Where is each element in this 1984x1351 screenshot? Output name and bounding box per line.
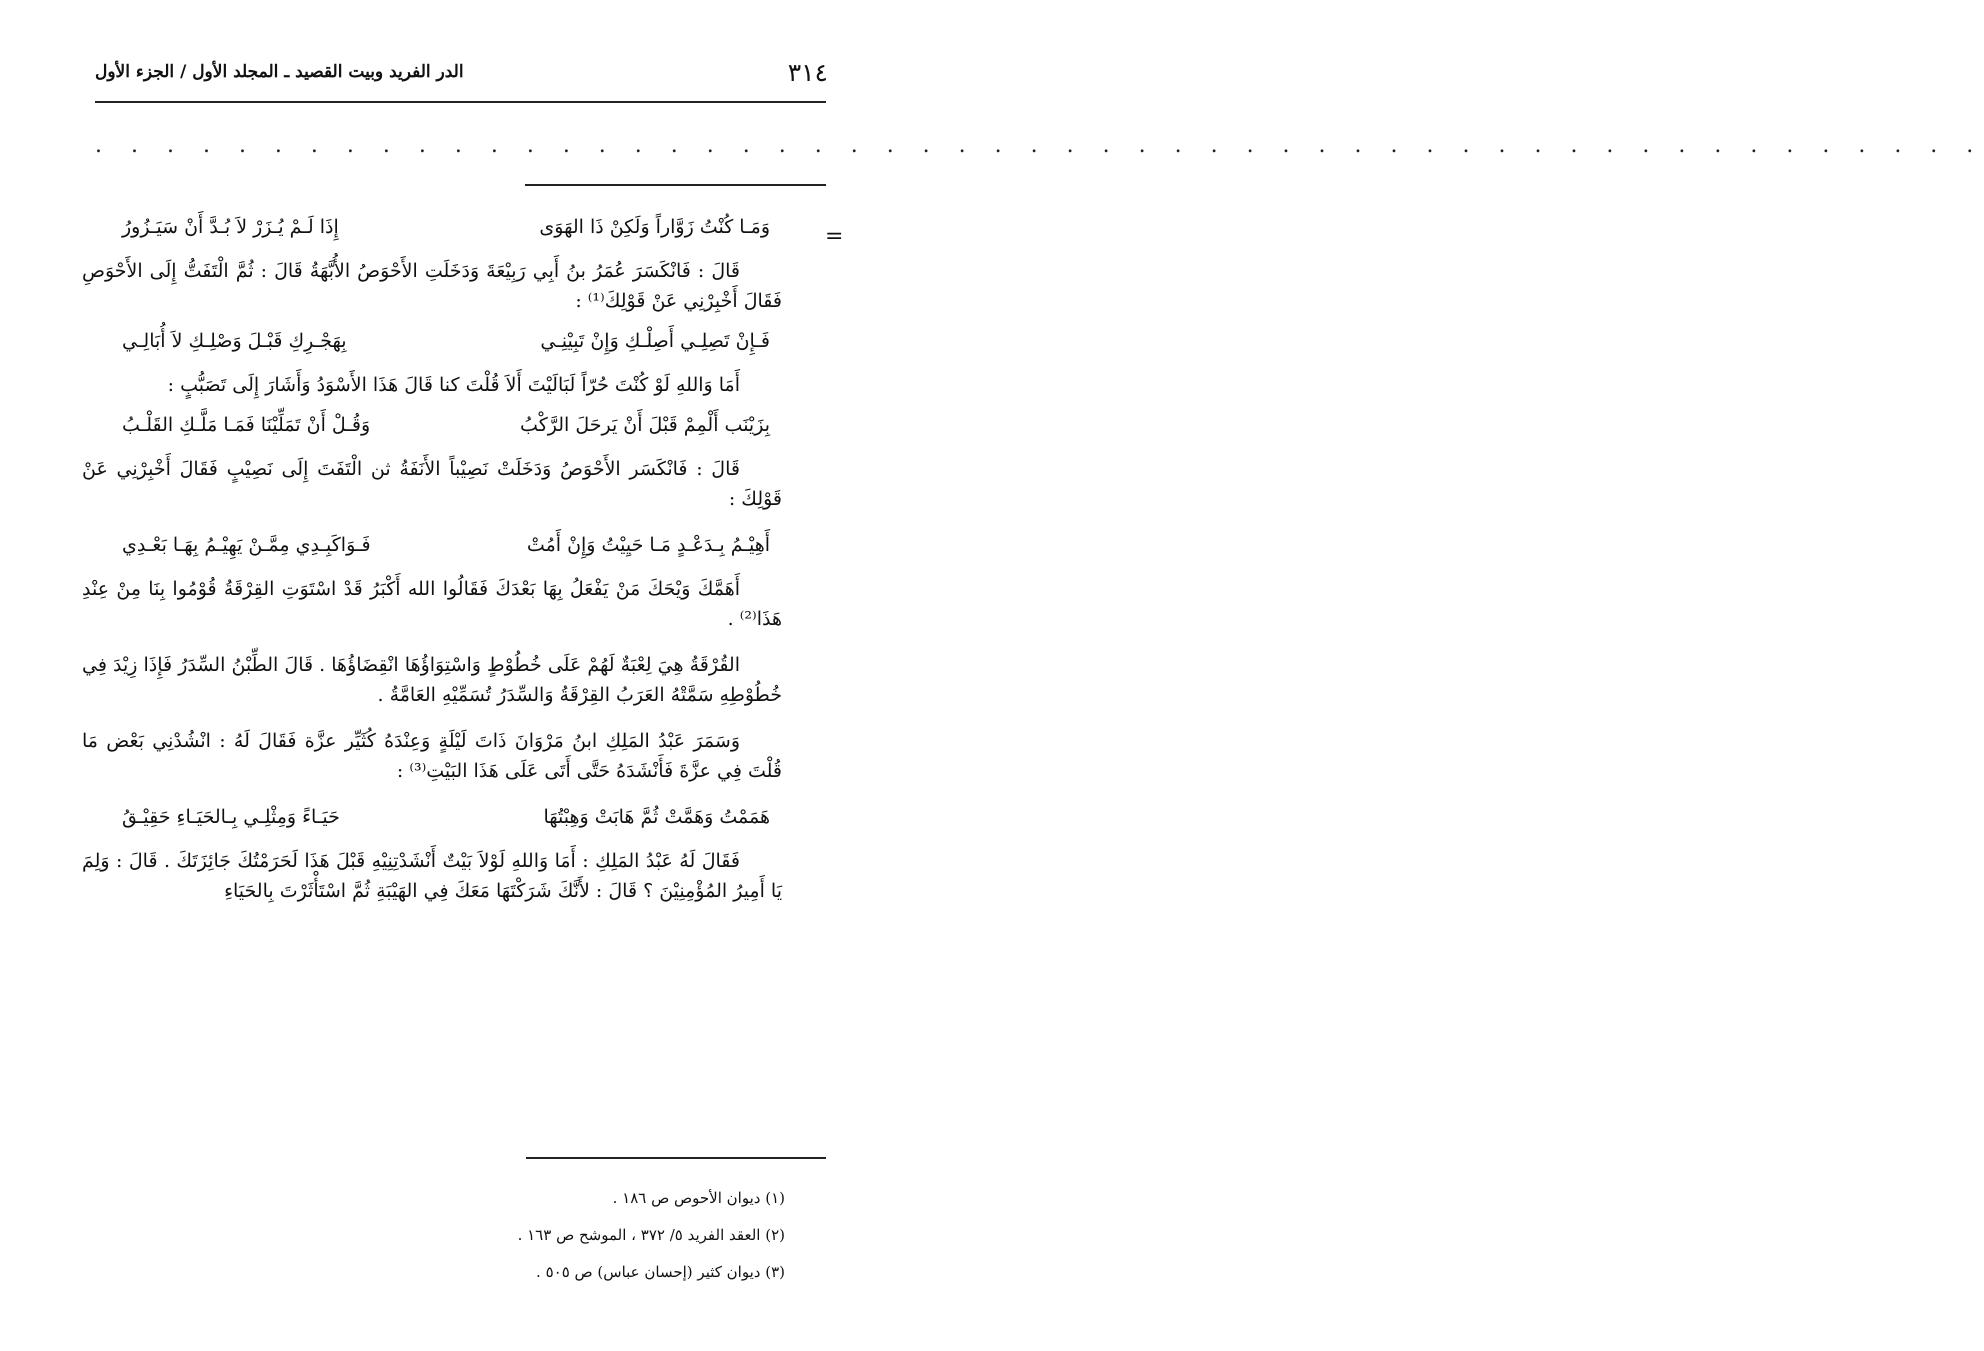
continuation-mark: =: [825, 224, 844, 249]
footnote: (١) ديوان الأحوص ص ١٨٦ .: [612, 1189, 785, 1207]
verse-line: [122, 802, 770, 832]
section-rule: [525, 184, 826, 186]
verse-first-hemistich: بِزَيْنَب أَلْمِمْ قَبْلَ أَنْ يَرحَلَ الرَّكْبُ: [520, 414, 770, 436]
verse-line: [122, 212, 770, 242]
footnote-rule: [526, 1157, 826, 1159]
footnote: (٣) ديوان كثير (إحسان عباس) ص ٥٠٥ .: [536, 1263, 785, 1281]
running-title: الدر الفريد وبيت القصيد ـ المجلد الأول / الجزء الأول: [95, 62, 464, 82]
paragraph: قَالَ : فَانْكَسَر الأَحْوَصُ وَدَخَلَتْ نَصِيْباً الأَنَفَةُ ثن الْتَفَتَ إِلَى نَصِيْبٍ فَقَالَ أَخْبِرْنِي عَنْ قَوْلِكَ :: [82, 458, 782, 510]
paragraph: أَهَمَّكَ وَيْحَكَ مَنْ يَفْعَلُ بِهَا بَعْدَكَ فَقَالُوا الله أَكْبَرُ قَدْ اسْتَوَتِ القِرْقَةُ قُوْمُوا بِنَا مِنْ عِنْدِ هَذَا⁽²⁾ .: [82, 578, 782, 630]
verse-second-hemistich: حَيَـاءً وَمِثْلِـي بِـالحَيَـاءِ حَقِيْـقُ: [122, 806, 340, 828]
main-text: [82, 212, 782, 922]
footnotes: [95, 1180, 785, 1291]
paragraph: فَقَالَ لَهُ عَبْدُ المَلِكِ : أَمَا وَاللهِ لَوْلاَ بَيْتٌ أَنْشَدْتِنِيْهِ قَبْلَ هَذَا لَحَرَمْتُكَ جَائِزَتَكَ . قَالَ : وَلِمَ يَا أَمِيرُ المُؤْمِنِيْنَ ؟ قَالَ : لأَنَّكَ شَرَكْتَهَا مَعَكَ فِي الهَيْبَةِ ثُمَّ اسْتَأْثَرْتَ بِالحَيَاءِ: [82, 850, 782, 902]
verse-second-hemistich: بِهَجْـرِكِ قَبْـلَ وَصْلِـكِ لاَ أُبَالِـي: [122, 330, 347, 352]
separator-dots: . . . . . . . . . . . . . . . . . . . . . . . . . . . . . . . . . . . . . . . . . . . . . . . . . . . . .: [95, 133, 1984, 158]
verse-line: [122, 530, 770, 560]
verse-first-hemistich: فَـإِنْ تَصِلِـي أَصِلْـكِ وَإِنْ تَبِيْنِـي: [540, 330, 770, 352]
verse-line: [122, 326, 770, 356]
verse-second-hemistich: فَـوَاكَبِـدِي مِمَّـنْ يَهِيْـمُ بِهَـا بَعْـدِي: [122, 534, 371, 556]
verse-first-hemistich: أَهِيْـمُ بِـدَعْـدٍ مَـا حَيِيْتُ وَإِنْ أَمُتْ: [526, 534, 770, 556]
footnote: (٢) العقد الفريد ٥/ ٣٧٢ ، الموشح ص ١٦٣ .: [517, 1226, 785, 1244]
paragraph: وَسَمَرَ عَبْدُ المَلِكِ ابنُ مَرْوَانَ ذَاتَ لَيْلَةٍ وَعِنْدَهُ كُثَيِّر عزَّة فَقَالَ لَهُ : انْشُدْنِي بَعْض مَا قُلْتَ فِي عزَّةَ فَأَنْشَدَهُ حَتَّى أَتَى عَلَى هَذَا البَيْتِ⁽³⁾ :: [82, 730, 782, 782]
verse-line: [122, 410, 770, 440]
header-rule: [95, 101, 826, 103]
verse-first-hemistich: هَمَمْتُ وَهَمَّتْ ثُمَّ هَابَتْ وَهِبْتُهَا: [543, 806, 770, 828]
paragraph: قَالَ : فَانْكَسَرَ عُمَرُ بنُ أَبِي رَبِيْعَةَ وَدَخَلَتِ الأَحْوَصُ الأُبَّهَةُ قَالَ : ثُمَّ الْتَفَتُّ إِلَى الأَحْوَصِ فَقَالَ أَخْبِرْنِي عَنْ قَوْلِكَ⁽¹⁾ :: [82, 260, 782, 312]
page-number: ٣١٤: [787, 58, 828, 87]
paragraph: أَمَا وَاللهِ لَوْ كُنْتَ حُرّاً لَبَالَيْتَ أَلاَ قُلْتَ كنا قَالَ هَذَا الأَسْوَدُ وَأَشَارَ إِلَى تَصَبُّبٍ :: [167, 374, 740, 396]
page-header: [95, 58, 828, 92]
verse-first-hemistich: وَمَـا كُنْتُ زَوَّاراً وَلَكِنْ ذَا الهَوَى: [539, 216, 770, 238]
paragraph: القُرْقَةُ هِيَ لِعْبَةٌ لَهُمْ عَلَى خُطُوْطٍ وَاسْتِوَاؤُهَا انْقِضَاؤُهَا . قَالَ الطِّبْنُ السِّدَرُ فَإِذَا زِيْدَ فِي خُطُوْطِهِ سَمَّتْهُ العَرَبُ القِرْقَةُ وَالسِّدَرُ تُسَمِّيْهِ العَامَّةُ .: [82, 654, 782, 706]
verse-second-hemistich: وَقُـلْ أَنْ تَمَلِّيْنَا فَمَـا مَلَّـكِ القَلْـبُ: [122, 414, 371, 436]
verse-second-hemistich: إِذَا لَـمْ يُـزَرْ لاَ بُـدَّ أَنْ سَيَـزُورُ: [122, 216, 339, 238]
